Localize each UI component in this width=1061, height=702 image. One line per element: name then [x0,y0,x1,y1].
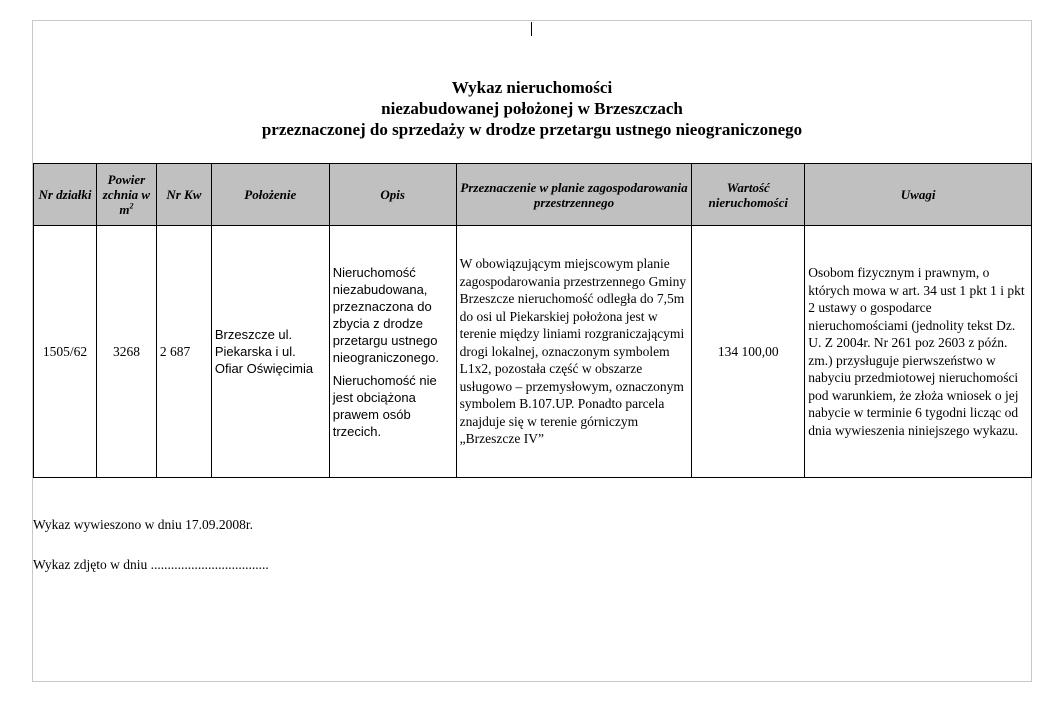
document-title [33,77,1031,140]
header-polozenie: Położenie [211,164,329,226]
header-przeznaczenie: Przeznaczenie w planie zagospodarowania przestrzennego [456,164,692,226]
table-row [34,226,1032,478]
cell-polozenie: Brzeszcze ul. Piekarska i ul. Ofiar Oświęcimia [211,226,329,478]
header-powierzchnia [96,164,156,226]
cell-wartosc: 134 100,00 [692,226,805,478]
table-header-row [34,164,1032,226]
opis-paragraph-2: Nieruchomość nie jest obciążona prawem osób trzecich. [332,372,437,439]
cell-powierzchnia: 3268 [96,226,156,478]
header-opis: Opis [329,164,456,226]
footer-wywieszono: Wykaz wywieszono w dniu 17.09.2008r. [33,517,254,532]
cell-przeznaczenie: W obowiązującym miejscowym planie zagospodarowania przestrzennego Gminy Brzeszcze nieruchomość odległa do 7,5m do osi ul Piekarskiej położona jest w terenie między liniami rozgraniczającymi drogi lokalnej, oznaczonym symbolem L1x2, pozostała część w obszarze usługowo – przemysłowym, oznaczonym symbolem B.107.UP. Ponadto parcela znajduje się w terenie górniczym „Brzeszcze IV” [456,226,692,478]
property-table [33,163,1032,478]
title-line-1: Wykaz nieruchomości [451,78,613,97]
title-line-3: przeznaczonej do sprzedaży w drodze przetargu ustnego nieograniczonego [261,120,803,139]
footer-zdjeto: Wykaz zdjęto w dniu ................................... [33,557,269,572]
cell-nr-dzialki: 1505/62 [34,226,97,478]
title-line-2: niezabudowanej położonej w Brzeszczach [381,99,683,118]
opis-paragraph-1: Nieruchomość niezabudowana, przeznaczona do zbycia z drodze przetargu ustnego nieograniczonego. [332,264,439,365]
cell-opis [329,226,456,478]
cell-uwagi: Osobom fizycznym i prawnym, o których mowa w art. 34 ust 1 pkt 1 i pkt 2 ustawy o gospodarce nieruchomościami (jednolity tekst Dz. U. Z 2004r. Nr 261 poz 2603 z późn. zm.) przysługuje pierwszeństwo w nabyciu przedmiotowej nieruchomości pod warunkiem, że złoża wniosek o jej nabycie w terminie 6 tygodni licząc od dnia wywieszenia niniejszego wykazu. [805,226,1032,478]
cell-nr-kw: 2 687 [156,226,211,478]
header-uwagi: Uwagi [805,164,1032,226]
text-cursor [531,22,532,36]
header-nr-dzialki: Nr działki [34,164,97,226]
header-nr-kw: Nr Kw [156,164,211,226]
document-page [32,20,1032,682]
header-powierzchnia-text: Powier zchnia w m [102,172,151,217]
header-powierzchnia-sup: 2 [129,201,134,211]
header-wartosc: Wartość nieruchomości [692,164,805,226]
